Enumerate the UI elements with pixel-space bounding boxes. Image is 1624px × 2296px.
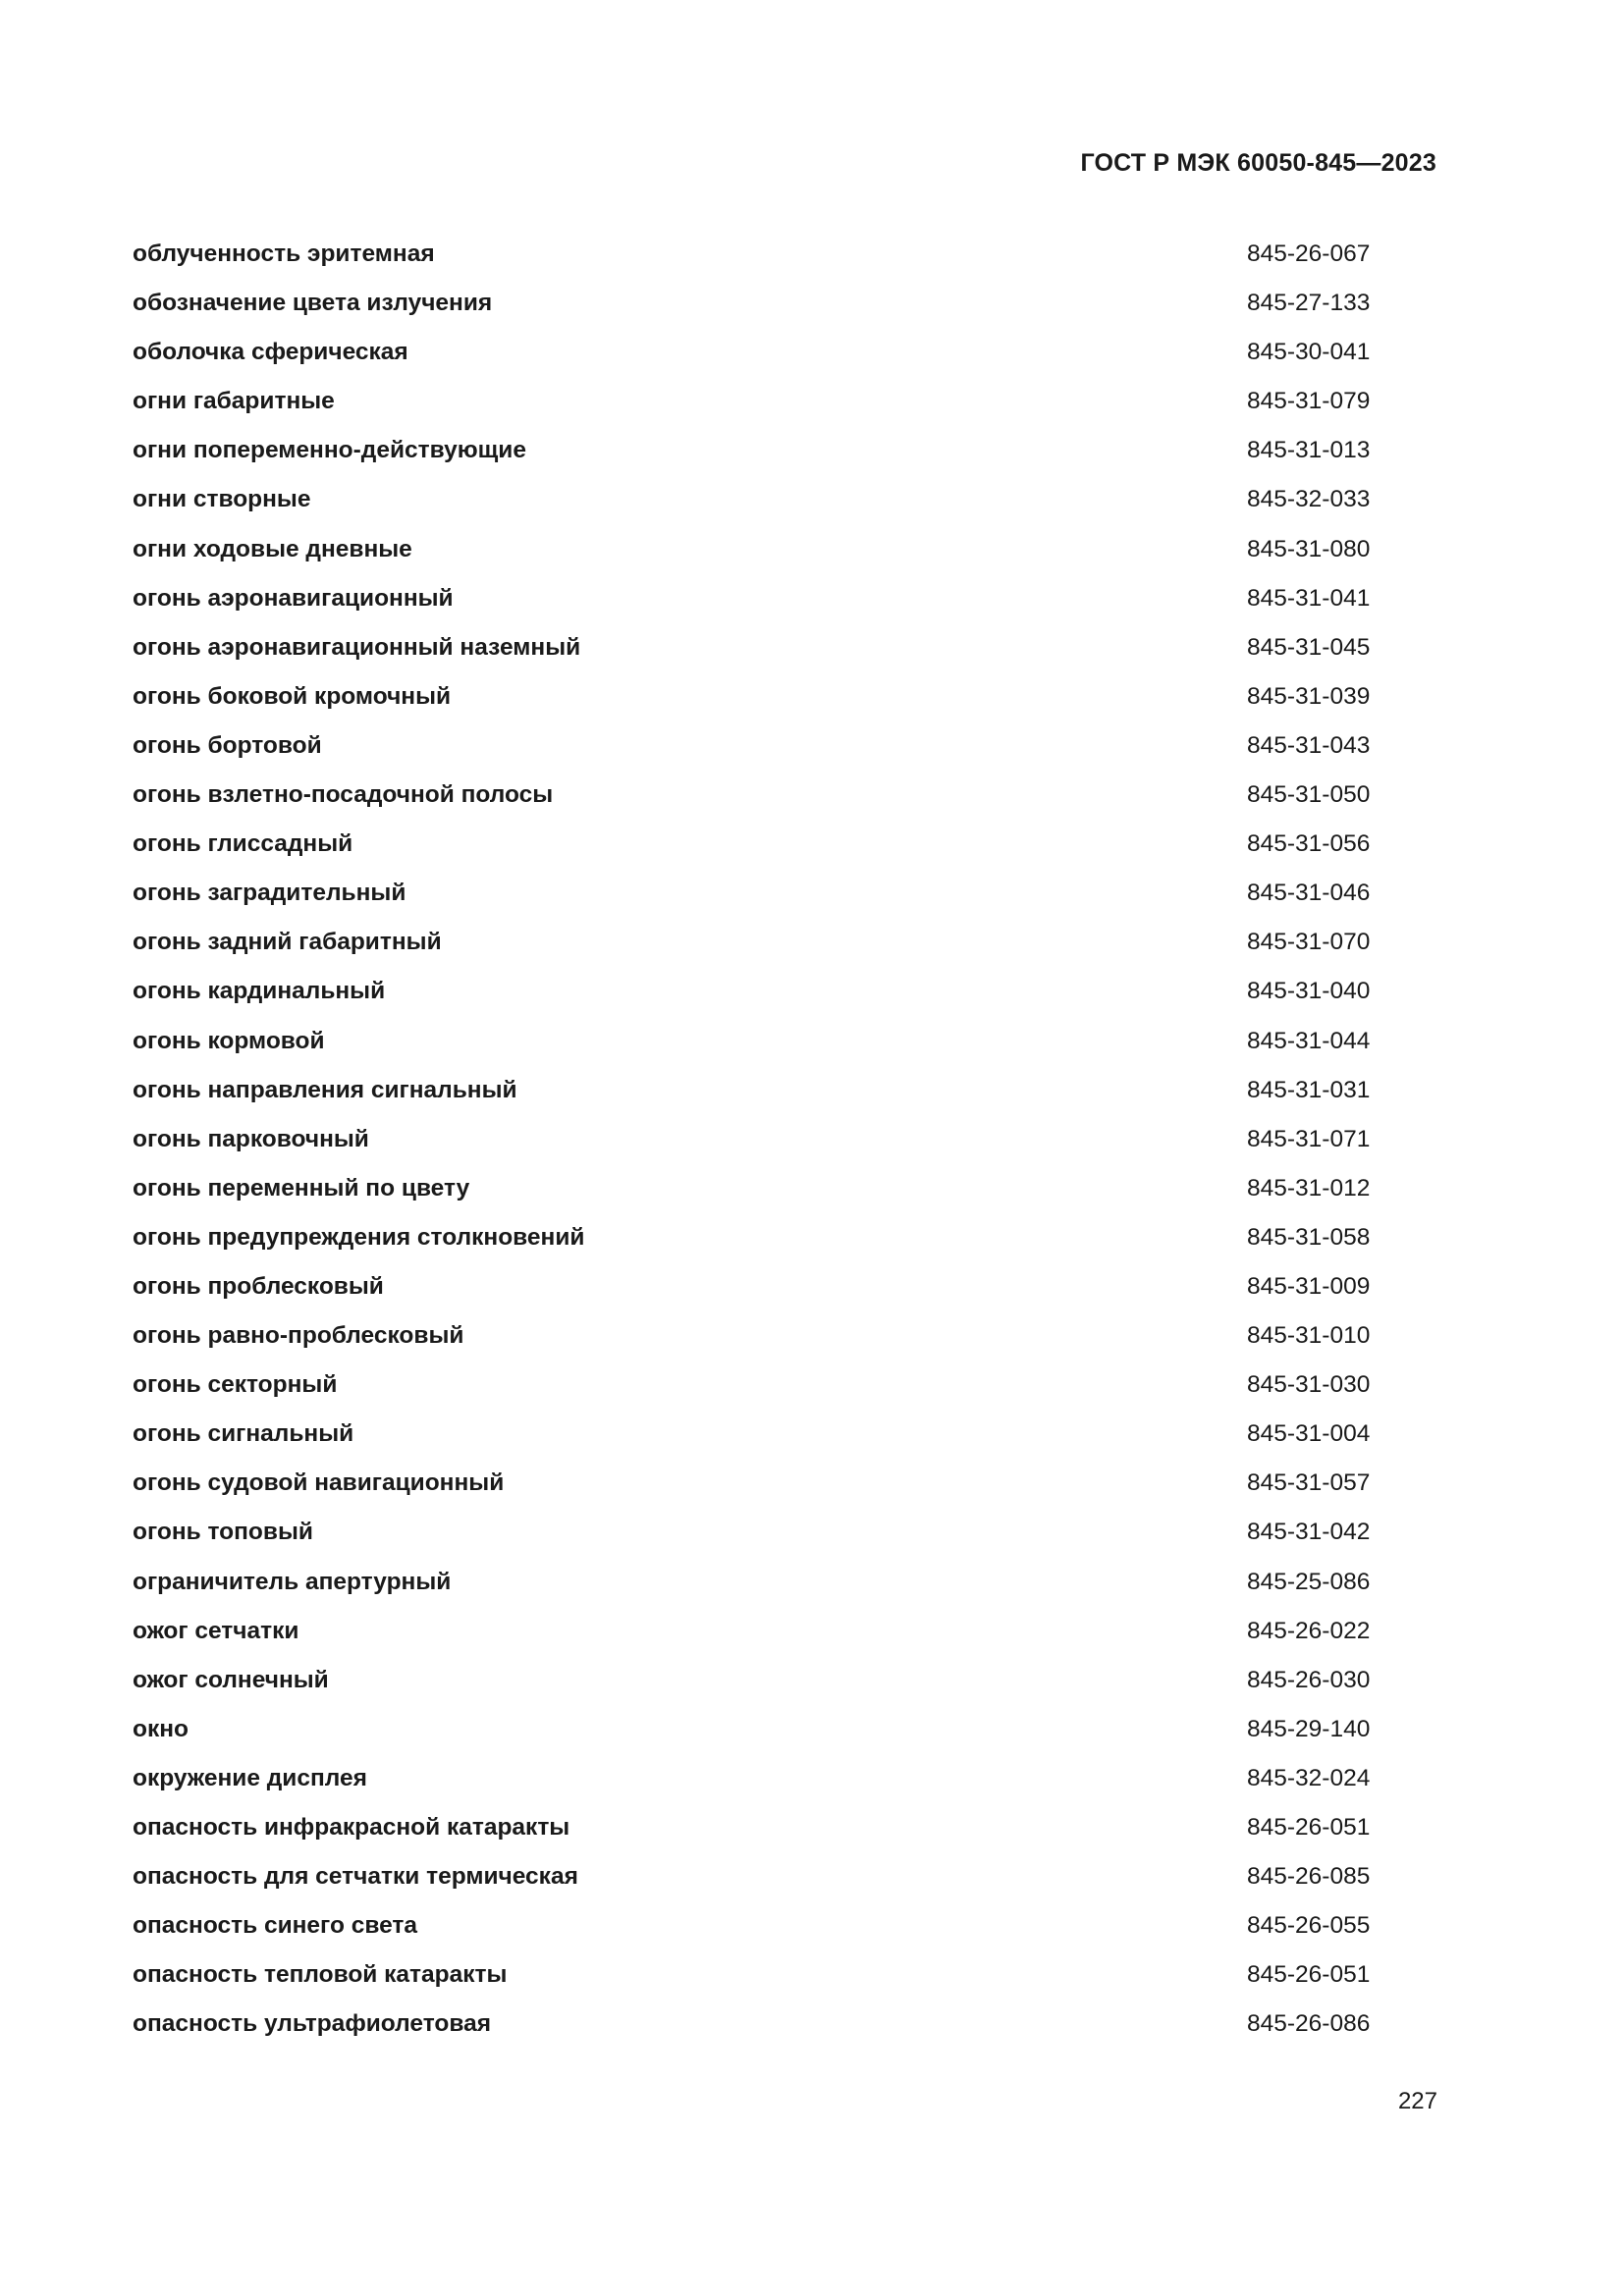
index-term: огонь задний габаритный [133, 929, 442, 956]
index-code: 845-25-086 [1247, 1568, 1371, 1595]
index-entry [133, 1223, 1370, 1272]
index-term: окружение дисплея [133, 1764, 367, 1791]
index-code: 845-31-030 [1247, 1371, 1371, 1399]
index-entry [133, 1027, 1370, 1076]
index-entry [133, 1076, 1370, 1125]
index-entry [133, 535, 1370, 584]
index-entry [133, 1715, 1370, 1764]
index-code: 845-31-046 [1247, 880, 1371, 907]
index-code: 845-26-030 [1247, 1666, 1371, 1693]
index-entry [133, 1617, 1370, 1666]
index-code: 845-31-039 [1247, 682, 1371, 710]
index-term: огонь заградительный [133, 880, 406, 907]
index-entry [133, 436, 1370, 485]
index-code: 845-26-051 [1247, 1814, 1371, 1841]
index-code: 845-31-057 [1247, 1469, 1371, 1497]
index-term: огонь бортовой [133, 731, 322, 759]
index-entry [133, 1911, 1370, 1960]
index-term: опасность инфракрасной катаракты [133, 1814, 570, 1841]
index-term: ожог сетчатки [133, 1617, 299, 1644]
index-code: 845-32-033 [1247, 486, 1371, 513]
index-term: огни створные [133, 486, 311, 513]
index-term: огонь кардинальный [133, 978, 386, 1005]
index-code: 845-26-051 [1247, 1961, 1371, 1989]
index-entry [133, 338, 1370, 387]
index-entry [133, 1174, 1370, 1223]
index-entry [133, 1321, 1370, 1370]
index-term: огонь судовой навигационный [133, 1469, 505, 1497]
index-term: огонь боковой кромочный [133, 682, 452, 710]
index-term: опасность для сетчатки термическая [133, 1863, 578, 1891]
index-entry [133, 1813, 1370, 1862]
index-entry [133, 1666, 1370, 1715]
index-term: окно [133, 1715, 189, 1742]
index-entry [133, 1272, 1370, 1321]
index-entry [133, 682, 1370, 731]
index-term: огонь аэронавигационный наземный [133, 633, 581, 661]
index-entry [133, 1568, 1370, 1617]
index-code: 845-31-012 [1247, 1174, 1371, 1201]
index-code: 845-31-070 [1247, 929, 1371, 956]
index-code: 845-31-041 [1247, 584, 1371, 612]
index-term: огонь равно-проблесковый [133, 1322, 464, 1350]
index-term: огонь кормовой [133, 1027, 325, 1054]
index-code: 845-27-133 [1247, 290, 1371, 317]
index-code: 845-30-041 [1247, 339, 1371, 366]
index-term: ограничитель апертурный [133, 1568, 452, 1595]
index-entry [133, 829, 1370, 879]
index-code: 845-31-044 [1247, 1027, 1371, 1054]
index-term: оболочка сферическая [133, 339, 408, 366]
index-code: 845-31-009 [1247, 1272, 1371, 1300]
index-term: опасность тепловой катаракты [133, 1961, 508, 1989]
index-term: огонь сигнальный [133, 1420, 354, 1448]
index-term: огонь направления сигнальный [133, 1076, 517, 1103]
index-entry [133, 879, 1370, 928]
index-code: 845-31-040 [1247, 978, 1371, 1005]
index-term: огни ходовые дневные [133, 535, 412, 562]
index-entry [133, 1468, 1370, 1518]
index-code: 845-31-079 [1247, 388, 1371, 415]
index-term: огни попеременно-действующие [133, 437, 526, 464]
index-entry [133, 928, 1370, 977]
index-code: 845-31-071 [1247, 1125, 1371, 1152]
index-code: 845-31-013 [1247, 437, 1371, 464]
index-code: 845-31-042 [1247, 1519, 1371, 1546]
index-code: 845-26-055 [1247, 1912, 1371, 1940]
index-entry [133, 584, 1370, 633]
index-code: 845-26-086 [1247, 2010, 1371, 2038]
page-number: 227 [1397, 2088, 1437, 2114]
index-code: 845-26-067 [1247, 240, 1371, 267]
index-term: огонь аэронавигационный [133, 584, 454, 612]
index-code: 845-31-080 [1247, 535, 1371, 562]
index-term: огонь предупреждения столкновений [133, 1223, 585, 1251]
index-code: 845-29-140 [1247, 1715, 1371, 1742]
index-term: ожог солнечный [133, 1666, 329, 1693]
index-code: 845-31-058 [1247, 1223, 1371, 1251]
index-entry [133, 977, 1370, 1026]
index-entry [133, 1960, 1370, 2009]
index-term: опасность ультрафиолетовая [133, 2010, 492, 2038]
index-term: огонь глиссадный [133, 830, 353, 858]
index-entry [133, 289, 1370, 338]
index-entry [133, 780, 1370, 829]
index-code: 845-31-031 [1247, 1076, 1371, 1103]
index-code: 845-31-045 [1247, 633, 1371, 661]
index-code: 845-26-022 [1247, 1617, 1371, 1644]
index-entry [133, 731, 1370, 780]
index-term: огонь парковочный [133, 1125, 369, 1152]
index-entry [133, 1764, 1370, 1813]
index-term: огонь проблесковый [133, 1272, 384, 1300]
index-entry [133, 2009, 1370, 2058]
index-code: 845-32-024 [1247, 1764, 1371, 1791]
index-term: обозначение цвета излучения [133, 290, 493, 317]
index-term: огонь взлетно-посадочной полосы [133, 781, 554, 809]
index-entry [133, 1862, 1370, 1911]
index-entry [133, 387, 1370, 436]
index-term: огонь топовый [133, 1519, 313, 1546]
term-index-list [133, 240, 1370, 2058]
index-code: 845-31-056 [1247, 830, 1371, 858]
index-entry [133, 633, 1370, 682]
index-term: огонь переменный по цвету [133, 1174, 470, 1201]
index-code: 845-26-085 [1247, 1863, 1371, 1891]
index-entry [133, 1370, 1370, 1419]
index-code: 845-31-043 [1247, 731, 1371, 759]
index-entry [133, 1125, 1370, 1174]
index-entry [133, 485, 1370, 534]
index-term: опасность синего света [133, 1912, 418, 1940]
index-term: огни габаритные [133, 388, 335, 415]
index-term: облученность эритемная [133, 240, 435, 267]
index-entry [133, 1419, 1370, 1468]
index-code: 845-31-004 [1247, 1420, 1371, 1448]
index-code: 845-31-050 [1247, 781, 1371, 809]
document-header: ГОСТ Р МЭК 60050-845—2023 [1080, 149, 1436, 177]
index-entry [133, 1518, 1370, 1567]
index-term: огонь секторный [133, 1371, 338, 1399]
index-entry [133, 240, 1370, 289]
index-code: 845-31-010 [1247, 1322, 1371, 1350]
